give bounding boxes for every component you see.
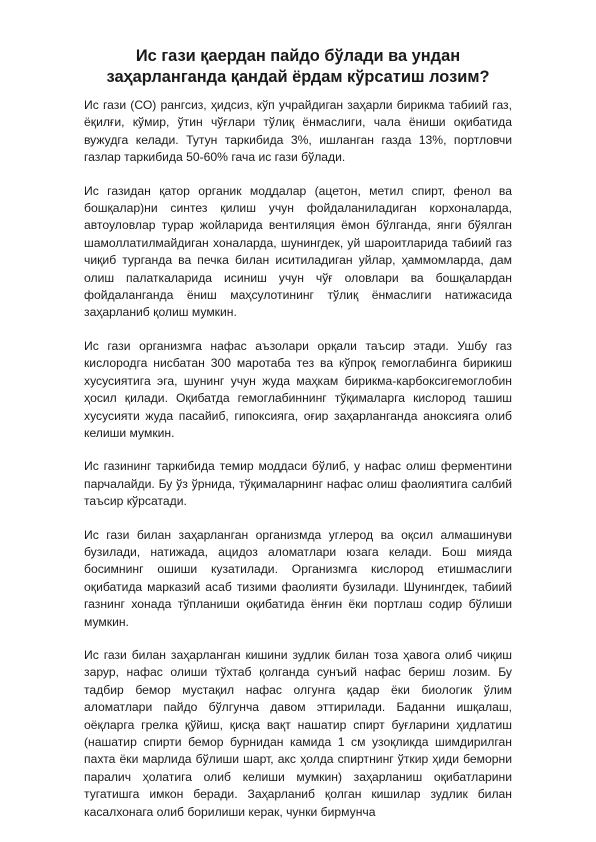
paragraph-4: Ис газининг таркибида темир моддаси бўлиб, у нафас олиш ферментини парчалайди. Бу ўз ўрнида, тўқималарнинг нафас олиш фаолиятига салбий таъсир кўрсатади. [84,459,512,509]
paragraph-2: Ис газидан қатор органик моддалар (ацетон, метил спирт, фенол ва бошқалар)ни синтез қилиш учун фойдаланиладиган корхоналарда, автоуловлар турар жойларида вентиляция ёмон бўлганда, янги бўялган шамоллатилмайдиган хоналарда, шунингдек, уй шароитларида табиий газ чиқиб турганда ва печка билан иситиладиган уйлар, ҳаммомларда, дам олиш палаткаларида исиниш учун чўғ оловлари ва бошқалардан фойдаланганда ёниш маҳсулотининг тўлиқ ёнмаслиги натижасида заҳарланиб қолиш мумкин. [84,183,512,320]
paragraph-3: Ис гази организмга нафас аъзолари орқали таъсир этади. Ушбу газ кислородга нисбатан 300 маротаба тез ва кўпроқ гемоглабинга бирикиш хусусиятига эга, шунинг учун жуда маҳкам бирикма-карбоксигемоглобин ҳосил қилади. Оқибатда гемоглабиннинг тўқималарга кислород ташиш хусусияти жуда пасайиб, гипоксияга, оғир заҳарланганда аноксияга олиб келиши мумкин. [84,338,512,440]
paragraph-6: Ис гази билан заҳарланган кишини зудлик билан тоза ҳавога олиб чиқиш зарур, нафас олиши тўхтаб қолганда сунъий нафас бериш лозим. Бу тадбир бемор мустақил нафас олгунга қадар ёки биологик ўлим аломатлари пайдо бўлгунча давом эттирилади. Баданни ишқалаш, оёқларга грелка қўйиш, қисқа вақт нашатир спирт буғларини ҳидлатиш (нашатир спирти бемор бурнидан камида 1 см узоқликда шимдирилган пахта ёки марлида бўлиши шарт, акс ҳолда спиртнинг ўткир ҳиди беморни паралич ҳолатига олиб келиши мумкин) заҳарланиш оқибатларини тугатишга имкон беради. Заҳарланиб қолган кишилар зудлик билан касалхонага олиб борилиши керак, чунки бирмунча [84,647,512,819]
document-title: Ис гази қаердан пайдо бўлади ва ундан заҳарланганда қандай ёрдам кўрсатиш лозим? [106,47,490,86]
paragraph-5: Ис гази билан заҳарланган организмда углерод ва оқсил алмашинуви бузилади, натижада, ацидоз аломатлари юзага келади. Бош мияда босимнинг ошиши кузатилади. Организмга кислород етишмаслиги оқибатида марказий асаб тизими фаолияти бузилади. Шунингдек, табиий газнинг хонада тўпланиши оқибатида ёнғин ёки портлаш содир бўлиши мумкин. [84,527,512,629]
paragraph-1: Ис гази (СО) рангсиз, ҳидсиз, кўп учрайдиган заҳарли бирикма табиий газ, ёқилғи, кўмир, ўтин чўғлари тўлиқ ёнмаслиги, чала ёниши оқибатида вужудга келади. Тутун таркибида 3%, ишланган газда 13%, портловчи газлар таркибида 50-60% гача ис гази бўлади. [84,98,512,165]
